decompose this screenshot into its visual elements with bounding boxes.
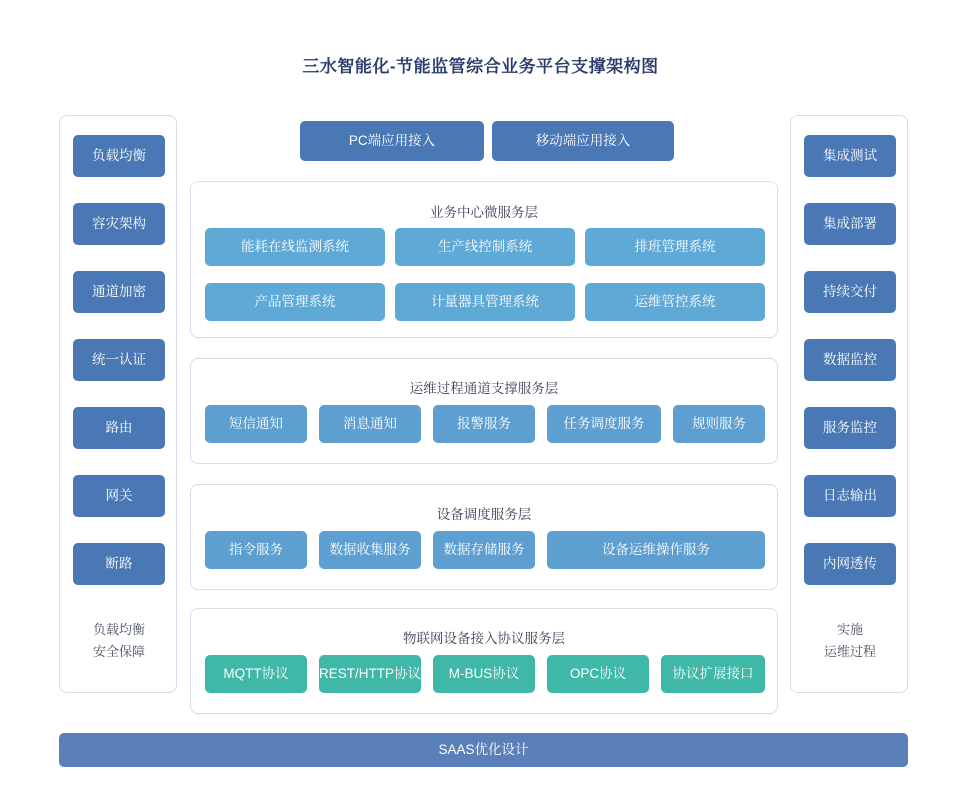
svc-ops-control[interactable]: 运维管控系统	[585, 283, 765, 321]
left-item-gateway[interactable]: 网关	[73, 475, 165, 517]
left-support-column	[59, 115, 177, 693]
right-note-line-2: 运维过程	[823, 644, 876, 659]
left-note-line-2: 安全保障	[92, 644, 145, 659]
svc-task-scheduling[interactable]: 任务调度服务	[547, 405, 661, 443]
protocol-rest-http[interactable]: REST/HTTP协议	[319, 655, 421, 693]
svc-product-management[interactable]: 产品管理系统	[205, 283, 385, 321]
protocol-mqtt[interactable]: MQTT协议	[205, 655, 307, 693]
right-support-column	[790, 115, 908, 693]
protocol-mbus[interactable]: M-BUS协议	[433, 655, 535, 693]
right-item-integration-test[interactable]: 集成测试	[804, 135, 896, 177]
svc-energy-online-monitoring[interactable]: 能耗在线监测系统	[205, 228, 385, 266]
layer-iot-protocol	[190, 608, 778, 714]
right-item-intranet-tunnel[interactable]: 内网透传	[804, 543, 896, 585]
right-item-log-output[interactable]: 日志输出	[804, 475, 896, 517]
svc-message-notification[interactable]: 消息通知	[319, 405, 421, 443]
protocol-extension-api[interactable]: 协议扩展接口	[661, 655, 765, 693]
page-title: 三水智能化-节能监管综合业务平台支撑架构图	[302, 57, 659, 76]
saas-optimization-bar[interactable]: SAAS优化设计	[59, 733, 908, 767]
svc-data-collection[interactable]: 数据收集服务	[319, 531, 421, 569]
layer-device-scheduling-title: 设备调度服务层	[436, 507, 532, 522]
protocol-opc[interactable]: OPC协议	[547, 655, 649, 693]
left-item-disaster-recovery[interactable]: 容灾架构	[73, 203, 165, 245]
access-mobile-application[interactable]: 移动端应用接入	[492, 121, 674, 161]
left-item-load-balance[interactable]: 负载均衡	[73, 135, 165, 177]
svc-device-ops-operation[interactable]: 设备运维操作服务	[547, 531, 765, 569]
right-item-continuous-delivery[interactable]: 持续交付	[804, 271, 896, 313]
layer-business-center	[190, 181, 778, 338]
left-item-channel-encryption[interactable]: 通道加密	[73, 271, 165, 313]
right-item-data-monitoring[interactable]: 数据监控	[804, 339, 896, 381]
svc-rule-service[interactable]: 规则服务	[673, 405, 765, 443]
layer-business-center-title: 业务中心微服务层	[430, 205, 538, 220]
layer-iot-protocol-title: 物联网设备接入协议服务层	[403, 631, 565, 646]
svc-sms-notification[interactable]: 短信通知	[205, 405, 307, 443]
layer-ops-channel-support-title: 运维过程通道支撑服务层	[409, 381, 559, 396]
left-note-line-1: 负载均衡	[92, 622, 145, 637]
svc-data-storage[interactable]: 数据存储服务	[433, 531, 535, 569]
svc-command-service[interactable]: 指令服务	[205, 531, 307, 569]
right-item-service-monitoring[interactable]: 服务监控	[804, 407, 896, 449]
svc-production-line-control[interactable]: 生产线控制系统	[395, 228, 575, 266]
left-item-unified-auth[interactable]: 统一认证	[73, 339, 165, 381]
svc-shift-management[interactable]: 排班管理系统	[585, 228, 765, 266]
layer-device-scheduling	[190, 484, 778, 590]
svc-metering-instrument-management[interactable]: 计量器具管理系统	[395, 283, 575, 321]
right-item-integration-deploy[interactable]: 集成部署	[804, 203, 896, 245]
layer-ops-channel-support	[190, 358, 778, 464]
right-note-line-1: 实施	[836, 622, 863, 637]
left-item-circuit-breaker[interactable]: 断路	[73, 543, 165, 585]
access-pc-application[interactable]: PC端应用接入	[300, 121, 484, 161]
svc-alarm-service[interactable]: 报警服务	[433, 405, 535, 443]
left-item-routing[interactable]: 路由	[73, 407, 165, 449]
